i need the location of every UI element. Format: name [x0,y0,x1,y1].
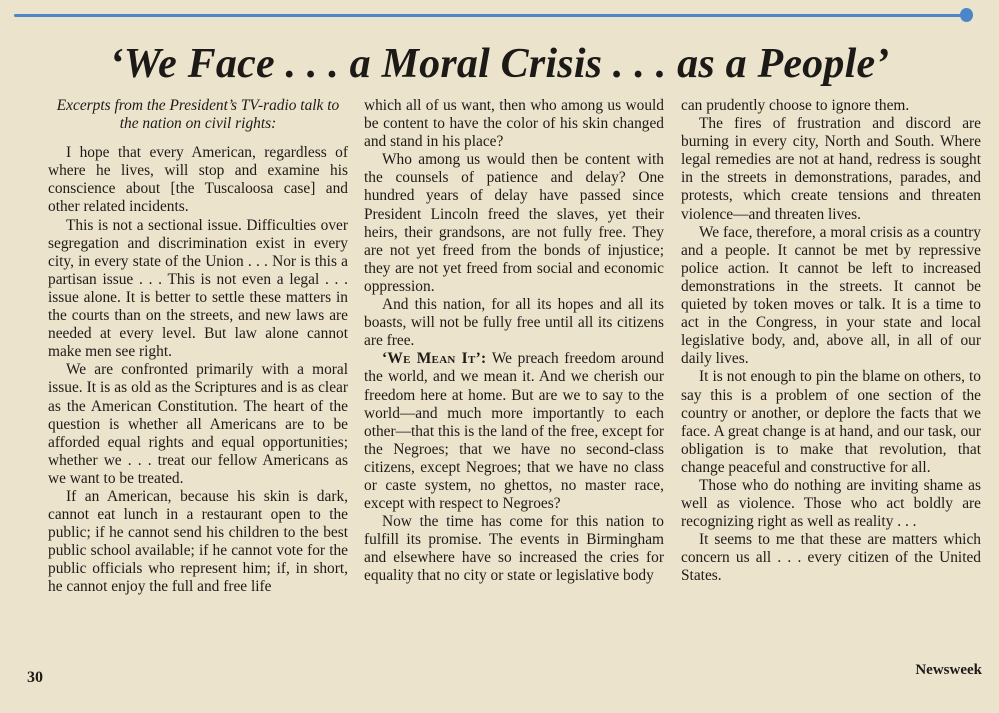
paragraph: We face, therefore, a moral crisis as a country and a people. It cannot be met by repressive police action. It cannot be left to increased demonstrations in the streets. It cannot be quieted by token moves or talk. It is a time to act in the Congress, in your state and local legislative body, and, above all, in all of our daily lives. [681,223,981,368]
paragraph: We are confronted primarily with a moral issue. It is as old as the Scriptures and is as clear as the American Constitution. The heart of the question is whether all Americans are to be afforded equal rights and equal opportunities; whether we . . . treat our fellow Americans as we want to be treated. [48,361,348,487]
paragraph: This is not a sectional issue. Difficulties over segregation and discrimination exist in every city, in every state of the Union . . . Nor is this a partisan issue . . . This is not even a legal . . . issue alone. It is better to settle these matters in the courts than on the streets, and new laws are needed at every level. But law alone cannot make men see right. [48,216,348,361]
page-number: 30 [27,669,43,686]
paragraph: Now the time has come for this nation to fulfill its promise. The events in Birmingham and elsewhere have so increased the cries for equality that no city or state or legislative body [364,513,664,585]
paragraph: And this nation, for all its hopes and all its boasts, will not be fully free until all its citizens are free. [364,296,664,350]
paragraph: It seems to me that these are matters which concern us all . . . every citizen of the United States. [681,531,981,585]
column-1 [48,97,348,597]
subhead-paragraph [364,350,664,513]
top-rule [14,14,972,17]
subhead: ‘We Mean It’: [382,350,487,368]
column-2 [364,97,664,586]
paragraph: The fires of frustration and discord are burning in every city, North and South. Where legal remedies are not at hand, redress is sought in the streets in demonstrations, parades, and protests, which create tensions and threaten violence—and threaten lives. [681,115,981,223]
subhead-text: We preach freedom around the world, and we mean it. And we cherish our freedom here at home. But are we to say to the world—and much more importantly to each other—that this is the land of the free, except for the Negroes; that we have no second-class citizens, except Negroes; that we have no class or caste system, no ghettos, no master race, except with respect to Negroes? [364,350,665,513]
paragraph: It is not enough to pin the blame on others, to say this is a problem of one section of the country or another, or deplore the facts that we face. A great change is at hand, and our task, our obligation is to make that revolution, that change peaceful and constructive for all. [681,368,981,476]
paragraph: can prudently choose to ignore them. [681,97,910,114]
publication-name: Newsweek [915,662,982,678]
paragraph: I hope that every American, regardless of where he lives, will stop and examine his conscience about [the Tuscaloosa case] and other related incidents. [48,144,348,216]
headline: ‘We Face . . . a Moral Crisis . . . as a People’ [109,41,890,87]
rule-end-ornament [960,8,973,22]
paragraph: Those who do nothing are inviting shame as well as violence. Those who act boldly are recognizing right as well as reality . . . [681,476,981,531]
paragraph: If an American, because his skin is dark, cannot eat lunch in a restaurant open to the public; if he cannot send his children to the best public school available; if he cannot vote for the public officials who represent him; if, in short, he cannot enjoy the full and free life [48,487,348,596]
paragraph: Who among us would then be content with the counsels of patience and delay? One hundred years of delay have passed since President Lincoln freed the slaves, yet their heirs, their grandsons, are not fully free. They are not yet freed from the bonds of injustice; they are not yet freed from social and economic oppression. [364,151,664,295]
intro-caption: Excerpts from the President’s TV-radio talk to the nation on civil rights: [56,97,340,133]
column-3 [681,97,981,586]
paragraph: which all of us want, then who among us would be content to have the color of his skin changed and stand in his place? [364,97,664,151]
